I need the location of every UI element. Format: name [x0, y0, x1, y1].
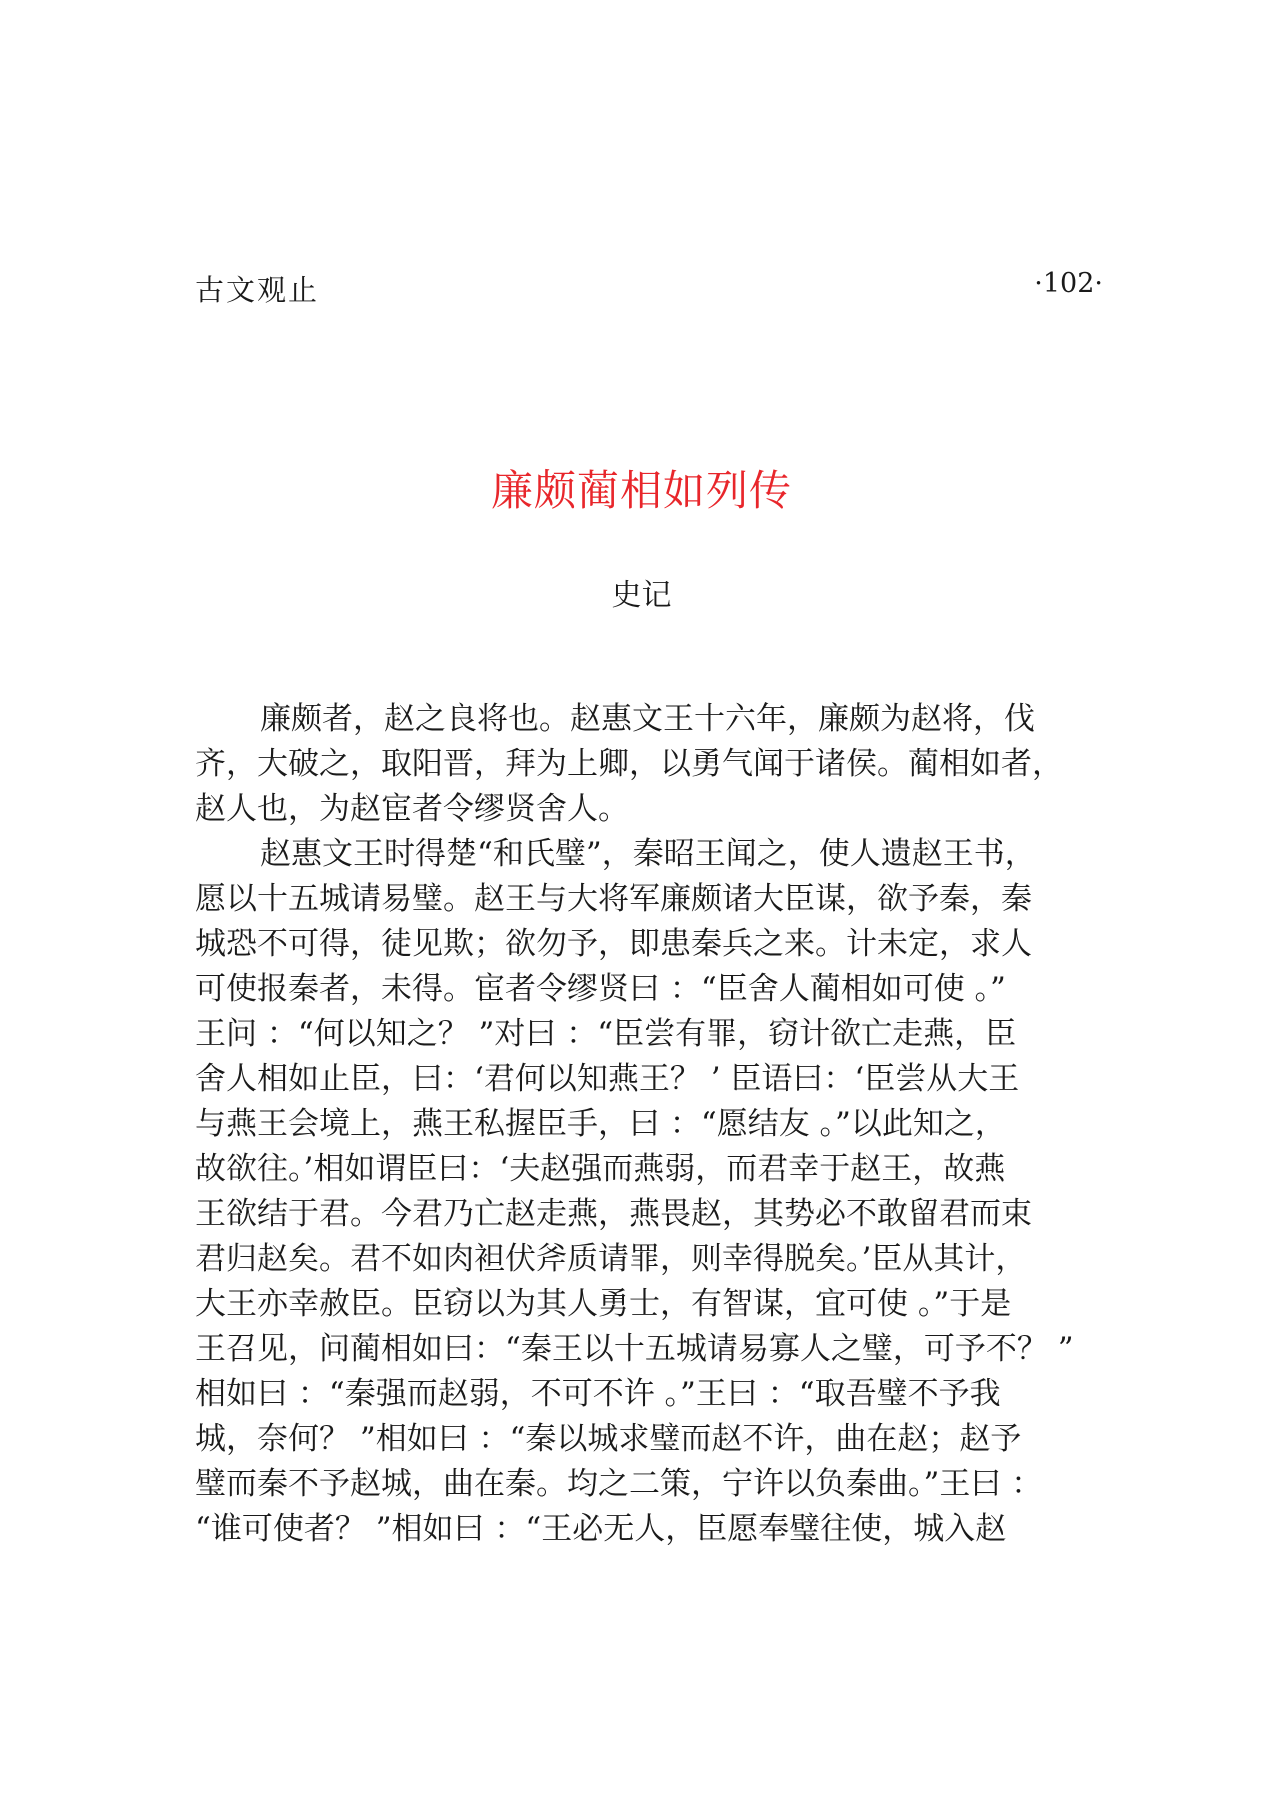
text-line: 舍人相如止臣，曰：‘君何以知燕王？ ’ 臣语曰：‘臣尝从大王 — [195, 1061, 1020, 1097]
text-line: 愿以十五城请易璧。赵王与大将军廉颇诸大臣谋，欲予秦，秦 — [195, 881, 1032, 917]
text-line: 赵人也，为赵宦者令缪贤舍人。 — [195, 791, 629, 827]
chapter-title: 廉颇蔺相如列传 — [490, 466, 792, 515]
text-line: 故欲往。’相如谓臣曰：‘夫赵强而燕弱，而君幸于赵王，故燕 — [195, 1151, 1006, 1187]
text-line: 王问 ：“何以知之？ ”对曰 ：“臣尝有罪，窃计欲亡走燕，臣 — [195, 1016, 1017, 1052]
text-line: “谁可使者？ ”相如曰 ：“王必无人，臣愿奉璧往使，城入赵 — [195, 1511, 1007, 1547]
text-line: 廉颇者，赵之良将也。赵惠文王十六年，廉颇为赵将，伐 — [260, 701, 1035, 737]
text-line: 君归赵矣。君不如肉袒伏斧质请罪，则幸得脱矣。’臣从其计， — [195, 1241, 1027, 1277]
text-line: 大王亦幸赦臣。臣窃以为其人勇士，有智谋，宜可使 。”于是 — [195, 1286, 1012, 1322]
text-line: 城恐不可得，徒见欺；欲勿予，即患秦兵之来。计未定，求人 — [195, 926, 1032, 962]
text-line: 可使报秦者，未得。宦者令缪贤曰 ：“臣舍人蔺相如可使 。” — [195, 971, 1006, 1007]
text-line: 与燕王会境上，燕王私握臣手，曰 ：“愿结友 。”以此知之， — [195, 1106, 1006, 1142]
text-line: 赵惠文王时得楚“和氏璧”，秦昭王闻之，使人遗赵王书， — [260, 836, 1036, 872]
text-line: 齐，大破之，取阳晋，拜为上卿，以勇气闻于诸侯。蔺相如者， — [195, 746, 1063, 782]
text-line: 王召见，问蔺相如曰：“秦王以十五城请易寡人之璧，可予不？ ” — [195, 1331, 1074, 1367]
book-title: 古文观止 — [195, 273, 320, 307]
text-line: 王欲结于君。今君乃亡赵走燕，燕畏赵，其势必不敢留君而束 — [195, 1196, 1032, 1232]
text-line: 城，奈何？ ”相如曰 ：“秦以城求璧而赵不许，曲在赵；赵予 — [195, 1421, 1022, 1457]
running-head — [195, 268, 1103, 308]
text-line: 相如曰 ：“秦强而赵弱，不可不许 。”王曰 ：“取吾璧不予我 — [195, 1376, 1001, 1412]
text-line: 璧而秦不予赵城，曲在秦。均之二策，宁许以负秦曲。”王曰 ： — [195, 1466, 1043, 1502]
chapter-author: 史记 — [611, 578, 672, 613]
page-number: ·102· — [1034, 268, 1103, 299]
body-text — [195, 697, 1120, 1552]
